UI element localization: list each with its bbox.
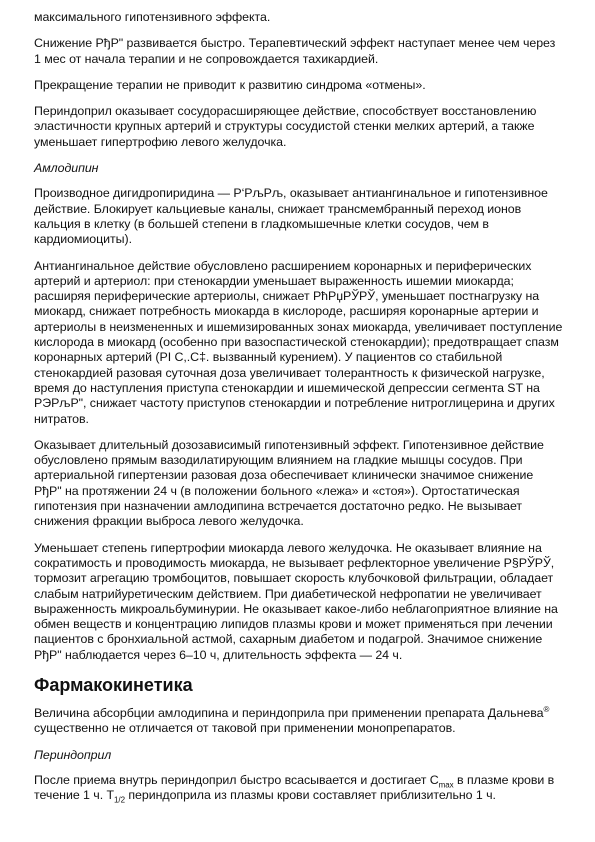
subheading-amlodipine: Амлодипин (34, 161, 99, 176)
paragraph-10 (34, 773, 564, 804)
paragraph-9 (34, 706, 564, 737)
paragraph-7: Оказывает длительный дозозависимый гипотензивный эффект. Гипотензивное действие обусловлено прямым вазодилатирующим влиянием на гладкие мышцы сосудов. При артериальной гипертензии разовая доза обеспечивает клинически значимое снижение РђР" на протяжении 24 ч (в положении больного «лежа» и «стоя»). Ортостатическая гипотензия при назначении амлодипина встречается достаточно редко. Не вызывает снижения фракции выброса левого желудочка. (34, 437, 544, 529)
paragraph-10-part-b: в плазме крови в течение 1 ч. T (34, 772, 555, 803)
subheading-perindopril: Периндоприл (34, 747, 112, 762)
paragraph-9-text: Величина абсорбции амлодипина и периндоприла при применении препарата Дальнева (34, 705, 544, 720)
paragraph-5: Производное дигидропиридина — Р‘РљРљ, оказывает антиангинальное и гипотензивное действие. Блокирует кальциевые каналы, снижает трансмембранный переход ионов кальция в клетку (в большей степени в гладкомышечные клетки сосудов, чем в кардиомиоциты). (34, 186, 548, 247)
paragraph-10-part-a: После приема внутрь периндоприл быстро всасывается и достигает C (34, 772, 439, 787)
paragraph-4: Периндоприл оказывает сосудорасширяющее действие, способствует восстановлению эластичности крупных артерий и структуры сосудистой стенки мелких артерий, а также уменьшает гипертрофию левого желудочка. (34, 104, 537, 149)
paragraph-6: Антиангинальное действие обусловлено расширением коронарных и периферических артерий и артериол: при стенокардии уменьшает выраженность ишемии миокарда; расширяя периферические артериолы, снижает РћРџРЎРЎ, уменьшает постнагрузку на миокард, снижает потребность миокарда в кислороде, расширяя коронарные артерии и артериолы в неизмененных и ишемизированных зонах миокарда, увеличивает поступление кислорода в миокард (особенно при вазоспастической стенокардии); предотвращает спазм коронарных артерий (РI С,.С‡. вызванный курением). У пациентов со стабильной стенокардией разовая суточная доза увеличивает толерантность к физической нагрузке, время до наступления приступа стенокардии и ишемической депрессии сегмента ST на РЭРљР", снижает частоту приступов стенокардии и потребление нитроглицерина и других нитратов. (34, 258, 563, 426)
section-heading-pharmacokinetics: Фармакокинетика (34, 674, 193, 695)
paragraph-2: Снижение РђР" развивается быстро. Терапевтический эффект наступает менее чем через 1 мес от начала терапии и не сопровождается тахикардией. (34, 36, 556, 66)
registered-mark: ® (543, 704, 550, 714)
paragraph-9-tail: существенно не отличается от таковой при применении монопрепаратов. (34, 721, 456, 736)
paragraph-10-part-c: периндоприла из плазмы крови составляет приблизительно 1 ч. (125, 788, 496, 803)
paragraph-3: Прекращение терапии не приводит к развитию синдрома «отмены». (34, 77, 426, 92)
paragraph-8: Уменьшает степень гипертрофии миокарда левого желудочка. Не оказывает влияние на сократимость и проводимость миокарда, не вызывает рефлекторное увеличение Р§РЎРЎ, тормозит агрегацию тромбоцитов, повышает скорость клубочковой фильтрации, обладает слабым натрийуретическим действием. При диабетической нефропатии не увеличивает выраженность микроальбуминурии. Не оказывает какое-либо неблагоприятное влияние на обмен веществ и концентрацию липидов плазмы крови и может применяться при лечении пациентов с бронхиальной астмой, сахарным диабетом и подагрой. Значимое снижение РђР" наблюдается через 6–10 ч, длительность эффекта — 24 ч. (34, 540, 558, 662)
half-life-subscript: 1/2 (114, 795, 125, 805)
cmax-subscript: max (438, 780, 454, 790)
paragraph-1: максимального гипотензивного эффекта. (34, 10, 271, 24)
document-page (34, 10, 564, 814)
